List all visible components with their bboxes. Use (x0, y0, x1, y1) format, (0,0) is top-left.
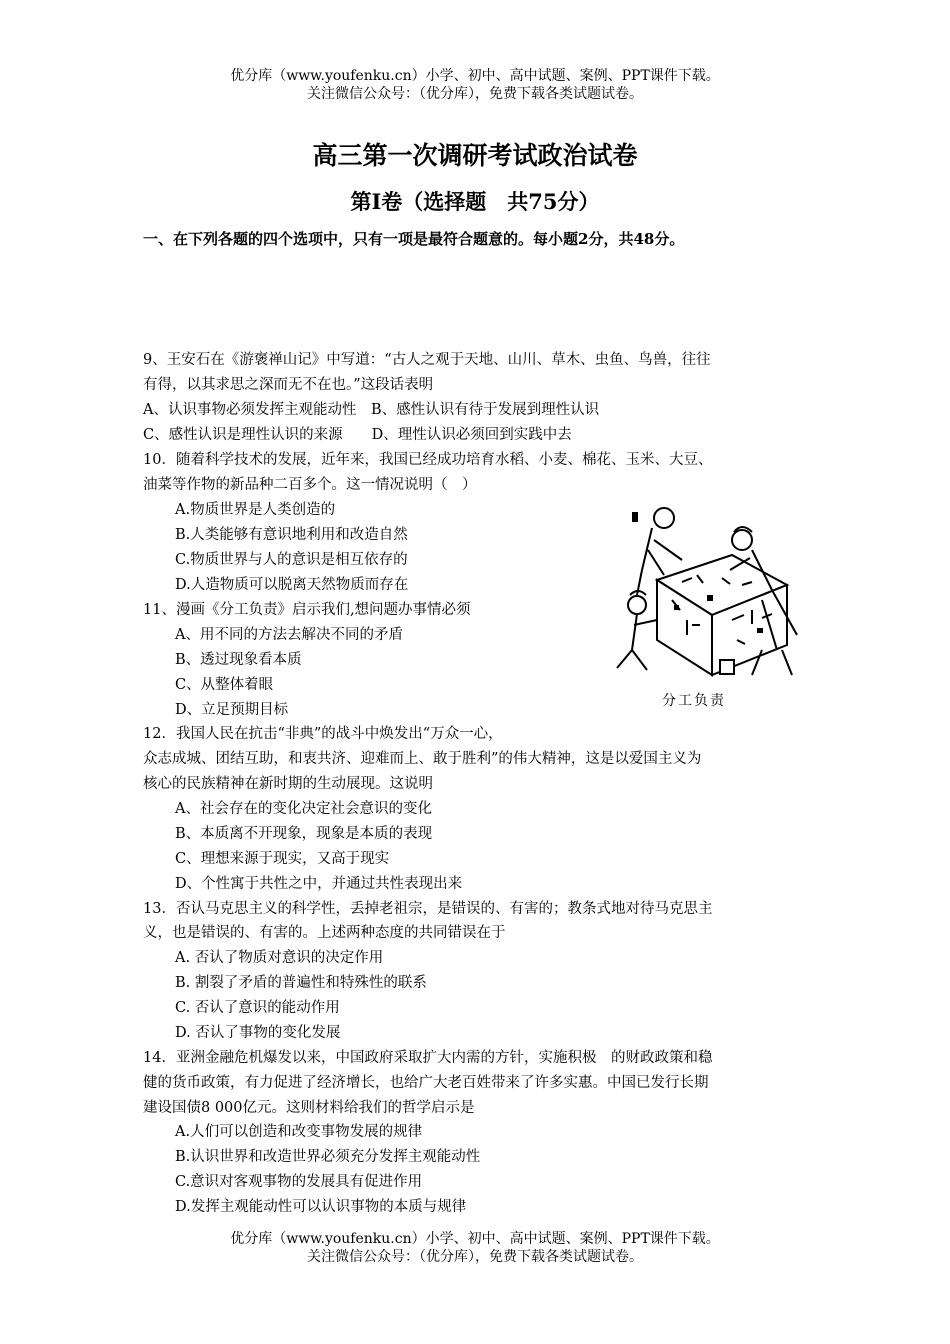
text-line: 油菜等作物的新品种二百多个。这一情况说明（ ） (143, 477, 477, 493)
option-line: C.意识对客观事物的发展具有促进作用 (175, 1174, 423, 1190)
option-line: D. 否认了事物的变化发展 (175, 1025, 341, 1041)
option-line: C.物质世界与人的意识是相互依存的 (175, 552, 408, 568)
option-line: B.人类能够有意识地利用和改造自然 (175, 527, 408, 543)
text-line: 有得，以其求思之深而无不在也。”这段话表明 (143, 377, 434, 393)
text-line: 14．亚洲金融危机爆发以来，中国政府采取扩大内需的方针，实施积极 的财政政策和稳 (143, 1050, 713, 1066)
text-line: 13．否认马克思主义的科学性，丢掉老祖宗，是错误的、有害的；教条式地对待马克思主 (143, 901, 713, 917)
text-line: 建设国债8 000亿元。这则材料给我们的哲学启示是 (143, 1100, 475, 1116)
text-line: A、认识事物必须发挥主观能动性 B、感性认识有待于发展到理性认识 (143, 402, 600, 418)
option-line: D.发挥主观能动性可以认识事物的本质与规律 (175, 1199, 467, 1215)
option-line: A、社会存在的变化决定社会意识的变化 (175, 801, 432, 817)
text-line: C、感性认识是理性认识的来源 D、理性认识必须回到实践中去 (143, 427, 572, 443)
option-line: B.认识世界和改造世界必须充分发挥主观能动性 (175, 1149, 481, 1165)
option-line: D、个性寓于共性之中，并通过共性表现出来 (175, 876, 463, 892)
text-line: 核心的民族精神在新时期的生动展现。这说明 (143, 776, 433, 792)
footer-line-2: 关注微信公众号：（优分库），免费下载各类试题试卷。 (307, 1249, 643, 1265)
footer-line-1: 优分库（www.youfenku.cn）小学、初中、高中试题、案例、PPT课件下载。 (230, 1231, 720, 1247)
text-line: 义，也是错误的、有害的。上述两种态度的共同错误在于 (143, 925, 506, 941)
page-title: 高三第一次调研考试政治试卷 (312, 141, 638, 170)
option-line: C、从整体着眼 (175, 677, 274, 693)
option-line: A.物质世界是人类创造的 (175, 502, 336, 518)
text-line: 众志成城、团结互助，和衷共济、迎难而上、敢于胜利”的伟大精神，这是以爱国主义为 (143, 751, 702, 767)
cartoon-caption: 分工负责 (662, 693, 726, 709)
option-line: D、立足预期目标 (175, 702, 289, 718)
header-line-2: 关注微信公众号：（优分库），免费下载各类试题试卷。 (307, 86, 643, 102)
section-subtitle: 第Ⅰ卷（选择题 共75分） (350, 189, 600, 214)
text-line: 12．我国人民在抗击“非典”的战斗中焕发出“万众一心， (143, 726, 503, 742)
option-line: B、本质离不开现象，现象是本质的表现 (175, 826, 433, 842)
option-line: C、理想来源于现实，又高于现实 (175, 851, 390, 867)
option-line: B、透过现象看本质 (175, 652, 302, 668)
section-instruction: 一、在下列各题的四个选项中，只有一项是最符合题意的。每小题2分，共48分。 (143, 230, 685, 248)
option-line: B. 割裂了矛盾的普遍性和特殊性的联系 (175, 975, 427, 991)
text-line: 9、王安石在《游褒禅山记》中写道：“古人之观于天地、山川、草木、虫鱼、鸟兽，往往 (143, 352, 711, 368)
option-line: C. 否认了意识的能动作用 (175, 1000, 340, 1016)
text-line: 11、漫画《分工负责》启示我们,想问题办事情必须 (143, 602, 471, 618)
option-line: A.人们可以创造和改变事物发展的规律 (175, 1124, 423, 1140)
header-line-1: 优分库（www.youfenku.cn）小学、初中、高中试题、案例、PPT课件下载。 (230, 68, 720, 84)
option-line: A. 否认了物质对意识的决定作用 (175, 950, 384, 966)
option-line: D.人造物质可以脱离天然物质而存在 (175, 577, 409, 593)
text-line: 10．随着科学技术的发展，近年来，我国已经成功培育水稻、小麦、棉花、玉米、大豆、 (143, 452, 713, 468)
option-line: A、用不同的方法去解决不同的矛盾 (175, 627, 403, 643)
text-line: 健的货币政策，有力促进了经济增长，也给广大老百姓带来了许多实惠。中国已发行长期 (143, 1075, 709, 1091)
cartoon-illustration (612, 500, 802, 680)
